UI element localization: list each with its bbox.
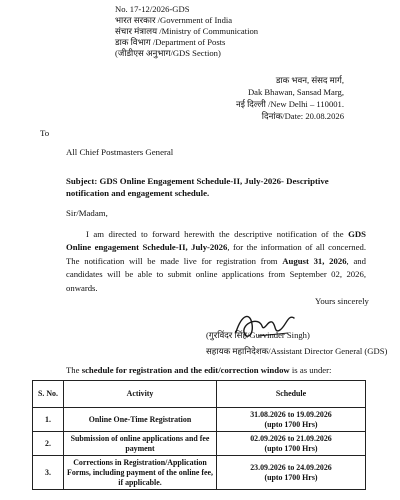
ministry-line: संचार मंत्रालय /Ministry of Communication <box>115 26 259 37</box>
header-activity: Activity <box>64 381 217 408</box>
row-schedule: 31.08.2026 to 19.09.2026 (upto 1700 Hrs) <box>217 408 366 432</box>
body-text-3: , and candidates will be able to submit online applications from September 02, 2026, onwards. <box>66 255 366 293</box>
row-activity: Online One-Time Registration <box>64 408 217 432</box>
row-sn: 3. <box>33 456 64 490</box>
signatory-designation: सहायक महानिदेशक/Assistant Director General (GDS) <box>206 346 388 356</box>
to-label: To <box>40 128 50 138</box>
signature-block <box>206 327 387 359</box>
file-number: No. 17-12/2026-GDS <box>115 4 190 14</box>
schedule-table <box>32 380 366 490</box>
row-sn: 2. <box>33 432 64 456</box>
salutation: Sir/Madam, <box>66 208 108 218</box>
header-sn: S. No. <box>33 381 64 408</box>
body-text-2: , for the information of all concerned. The notification will be made live for registration from <box>66 242 366 266</box>
subject-line: Subject: GDS Online Engagement Schedule-II, July-2026- Descriptive notification and engagement schedule. <box>66 176 329 198</box>
body-text-1: I am directed to forward herewith the descriptive notification of the <box>86 229 349 239</box>
row-schedule: 23.09.2026 to 24.09.2026 (upto 1700 Hrs) <box>217 456 366 490</box>
letter-date: दिनांक/Date: 20.08.2026 <box>261 111 344 121</box>
schedule-intro-bold: schedule for registration and the edit/correction window <box>81 365 290 375</box>
header-schedule: Schedule <box>217 381 366 408</box>
office-address <box>236 74 344 122</box>
govt-line: भारत सरकार /Government of India <box>115 15 233 26</box>
closing: Yours sincerely <box>315 296 369 306</box>
section-line: (जीडीएस अनुभाग/GDS Section) <box>115 48 221 59</box>
table-header-row <box>33 381 366 408</box>
row-sn: 1. <box>33 408 64 432</box>
row-activity: Submission of online applications and fee payment <box>64 432 217 456</box>
body-bold-schedule: GDS Online engagement Schedule-II, July-2026 <box>66 229 366 253</box>
table-row <box>33 432 366 456</box>
address-english: Dak Bhawan, Sansad Marg, <box>247 87 344 97</box>
schedule-intro: The schedule for registration and the edit/correction window is as under: <box>66 365 332 375</box>
table-row <box>33 456 366 490</box>
letterhead <box>115 4 258 59</box>
body-paragraph <box>66 228 366 295</box>
address-city: नई दिल्ली /New Delhi – 110001. <box>235 99 344 109</box>
address-hindi: डाक भवन, संसद मार्ग, <box>275 75 344 85</box>
department-line: डाक विभाग /Department of Posts <box>115 37 226 48</box>
table-row <box>33 408 366 432</box>
signatory-name: (गुरविंदर सिंह/Gurvinder Singh) <box>206 330 310 340</box>
row-schedule: 02.09.2026 to 21.09.2026 (upto 1700 Hrs) <box>217 432 366 456</box>
row-activity: Corrections in Registration/Application Forms, including payment of the online fee, if applicable. <box>64 456 217 490</box>
addressee: All Chief Postmasters General <box>66 147 174 157</box>
body-bold-date: August 31, 2026 <box>282 255 347 266</box>
